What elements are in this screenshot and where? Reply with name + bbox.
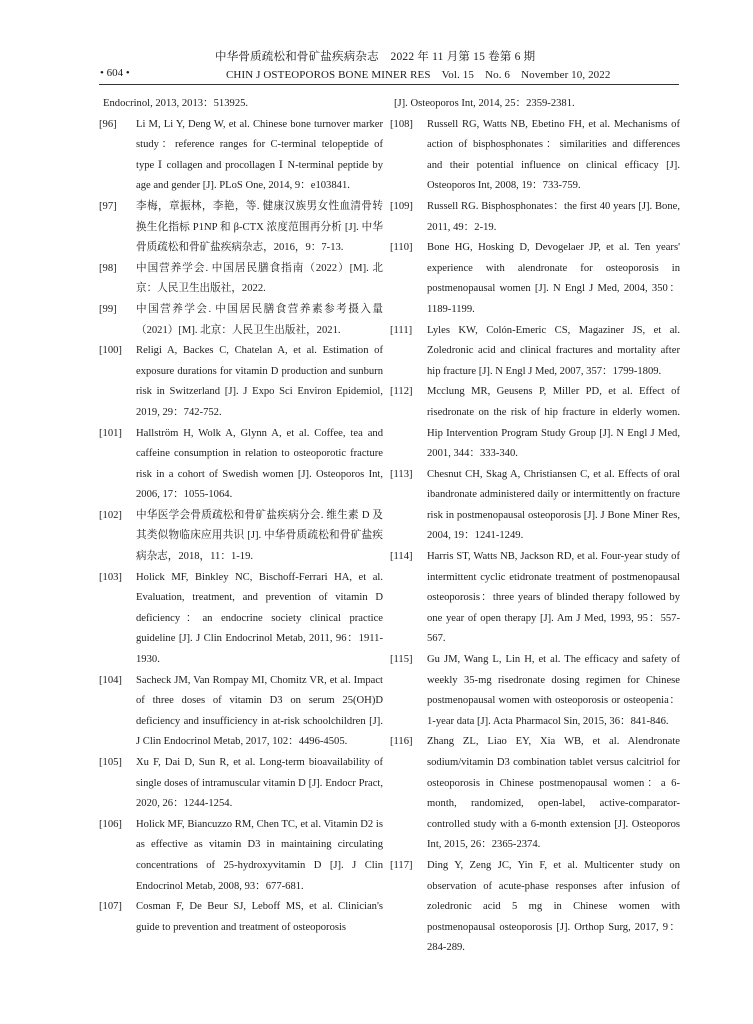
reference-number: [99] xyxy=(99,303,117,315)
reference-number: [116] xyxy=(390,736,413,748)
reference-number: [109] xyxy=(390,200,413,212)
reference-entry xyxy=(390,382,680,464)
page-number: • 604 • xyxy=(100,67,130,79)
reference-text: 中国营养学会. 中国居民膳食指南（2022）[M]. 北京：人民卫生出版社，2022. xyxy=(136,262,383,295)
reference-entry xyxy=(390,465,680,547)
reference-entry xyxy=(99,197,383,259)
reference-text: Xu F, Dai D, Sun R, et al. Long-term bioavailability of single doses of intramuscular vitamin D [J]. Endocr Pract, 2020, 26：1244-1254. xyxy=(136,757,383,810)
reference-text: Russell RG, Watts NB, Ebetino FH, et al. Mechanisms of action of bisphosphonates：similarities and differences and their potential influence on clinical efficacy [J]. Osteoporos Int, 2008, 19：733-759. xyxy=(427,118,680,192)
reference-entry xyxy=(99,753,383,815)
reference-entry xyxy=(390,321,680,383)
reference-number: [108] xyxy=(390,118,413,130)
reference-text: Mcclung MR, Geusens P, Miller PD, et al. Effect of risedronate on the risk of hip fracture in elderly women. Hip Intervention Program Study Group [J]. N Engl J Med, 2001, 344：333-340. xyxy=(427,386,680,460)
reference-continuation xyxy=(390,94,680,115)
reference-text: Sacheck JM, Van Rompay MI, Chomitz VR, et al. Impact of three doses of vitamin D3 on serum 25(OH)D deficiency and insufficiency in at-risk schoolchildren [J]. J Clin Endocrinol Metab, 2017, 102：4496-4505. xyxy=(136,674,383,748)
reference-column-right xyxy=(390,94,680,959)
reference-entry xyxy=(390,650,680,732)
journal-title-cn: 中华骨质疏松和骨矿盐疾病杂志 2022 年 11 月第 15 卷第 6 期 xyxy=(215,51,536,63)
reference-number: [100] xyxy=(99,345,122,357)
reference-entry xyxy=(390,197,680,238)
reference-text: Li M, Li Y, Deng W, et al. Chinese bone turnover marker study：reference ranges for C-terminal telopeptide of type Ⅰ collagen and procollagen Ⅰ N-terminal peptide by age and gender [J]. PLoS One, 2014, 9：e103841. xyxy=(136,118,383,192)
reference-number: [106] xyxy=(99,818,122,830)
reference-text: Cosman F, De Beur SJ, Leboff MS, et al. Clinician's guide to prevention and treatment of osteoporosis xyxy=(136,901,383,933)
reference-text: Chesnut CH, Skag A, Christiansen C, et al. Effects of oral ibandronate administered daily or intermittently on fracture risk in postmenopausal osteoporosis [J]. J Bone Miner Res, 2004, 19：1241-1249. xyxy=(427,468,680,542)
reference-entry xyxy=(99,424,383,506)
reference-number: [113] xyxy=(390,468,413,480)
reference-text: Bone HG, Hosking D, Devogelaer JP, et al. Ten years' experience with alendronate for osteoporosis in postmenopausal women [J]. N Engl J Med, 2004, 350：1189-1199. xyxy=(427,242,680,315)
reference-number: [101] xyxy=(99,427,122,439)
journal-title-en: CHIN J OSTEOPOROS BONE MINER RES Vol. 15 No. 6 November 10, 2022 xyxy=(226,69,611,81)
reference-text: Religi A, Backes C, Chatelan A, et al. Estimation of exposure durations for vitamin D production and sunburn risk in Switzerland [J]. J Expo Sci Environ Epidemiol, 2019, 29：742-752. xyxy=(136,345,383,418)
reference-text: Holick MF, Biancuzzo RM, Chen TC, et al. Vitamin D2 is as effective as vitamin D3 in maintaining circulating concentrations of 25-hydroxyvitamin D [J]. J Clin Endocrinol Metab, 2008, 93：677-681. xyxy=(136,818,383,892)
reference-entry xyxy=(390,547,680,650)
reference-entry xyxy=(99,506,383,568)
reference-entry xyxy=(390,856,680,959)
page-header xyxy=(0,0,753,90)
reference-entry xyxy=(390,115,680,197)
reference-number: [107] xyxy=(99,901,122,913)
reference-entry xyxy=(99,671,383,753)
reference-number: [111] xyxy=(390,324,413,336)
reference-number: [112] xyxy=(390,386,413,398)
reference-number: [115] xyxy=(390,654,413,666)
reference-number: [102] xyxy=(99,509,122,521)
reference-column-left xyxy=(99,94,383,938)
reference-text: Russell RG. Bisphosphonates：the first 40 years [J]. Bone, 2011, 49：2-19. xyxy=(427,200,680,233)
reference-entry xyxy=(99,341,383,423)
reference-text: Endocrinol, 2013, 2013：513925. xyxy=(103,98,249,109)
reference-number: [105] xyxy=(99,757,122,768)
reference-entry xyxy=(99,115,383,197)
reference-entry xyxy=(390,732,680,856)
reference-text: 李梅，章振林，李艳，等. 健康汉族男女性血清骨转换生化指标 P1NP 和 β-CTX 浓度范围再分析 [J]. 中华骨质疏松和骨矿盐疾病杂志，2016，9：7-13. xyxy=(136,200,383,254)
reference-number: [104] xyxy=(99,674,122,686)
reference-entry xyxy=(99,897,383,938)
reference-continuation xyxy=(99,94,383,115)
reference-text: [J]. Osteoporos Int, 2014, 25：2359-2381. xyxy=(394,98,575,109)
reference-entry xyxy=(99,300,383,341)
reference-text: Lyles KW, Colón-Emeric CS, Magaziner JS, et al. Zoledronic acid and clinical fractures and mortality after hip fracture [J]. N Engl J Med, 2007, 357：1799-1809. xyxy=(427,324,680,377)
reference-entry xyxy=(99,259,383,300)
reference-text: Harris ST, Watts NB, Jackson RD, et al. Four-year study of intermittent cyclic etidronate treatment of postmenopausal osteoporosis：three years of blinded therapy followed by one year of open therapy [J]. Am J Med, 1993, 95：557-567. xyxy=(427,551,680,645)
reference-text: Gu JM, Wang L, Lin H, et al. The efficacy and safety of weekly 35-mg risedronate dosing regimen for Chinese postmenopausal women with osteoporosis or osteopenia：1-year data [J]. Acta Pharmacol Sin, 2015, 36：841-846. xyxy=(427,654,680,727)
reference-text: 中国营养学会. 中国居民膳食营养素参考摄入量（2021）[M]. 北京：人民卫生出版社，2021. xyxy=(136,303,383,336)
reference-text: Zhang ZL, Liao EY, Xia WB, et al. Alendronate sodium/vitamin D3 combination tablet versus calcitriol for osteoporosis in Chinese postmenopausal women：a 6-month, randomized, open-label, active-comparator-controlled study with a 6-month extension [J]. Osteoporos Int, 2015, 26：2365-2374. xyxy=(427,736,680,851)
header-rule xyxy=(99,84,679,85)
reference-number: [103] xyxy=(99,571,122,583)
reference-text: Holick MF, Binkley NC, Bischoff-Ferrari HA, et al. Evaluation, treatment, and prevention of vitamin D deficiency：an endocrine society clinical practice guideline [J]. J Clin Endocrinol Metab, 2011, 96：1911-1930. xyxy=(136,571,383,666)
reference-number: [97] xyxy=(99,200,117,212)
reference-entry xyxy=(99,815,383,897)
reference-entry xyxy=(99,568,383,671)
reference-text: Hallström H, Wolk A, Glynn A, et al. Coffee, tea and caffeine consumption in relation to osteoporotic fracture risk in a cohort of Swedish women [J]. Osteoporos Int, 2006, 17：1055-1064. xyxy=(136,427,383,501)
reference-number: [114] xyxy=(390,551,413,563)
reference-number: [110] xyxy=(390,242,413,254)
reference-number: [98] xyxy=(99,262,117,274)
reference-number: [117] xyxy=(390,859,413,871)
reference-text: 中华医学会骨质疏松和骨矿盐疾病分会. 维生素 D 及其类似物临床应用共识 [J]. 中华骨质疏松和骨矿盐疾病杂志，2018，11：1-19. xyxy=(136,509,383,563)
reference-number: [96] xyxy=(99,118,117,130)
reference-text: Ding Y, Zeng JC, Yin F, et al. Multicenter study on observation of acute-phase responses after infusion of zoledronic acid 5 mg in Chinese women with postmenopausal osteoporosis [J]. Orthop Surg, 2017, 9：284-289. xyxy=(427,859,680,954)
reference-entry xyxy=(390,238,680,320)
